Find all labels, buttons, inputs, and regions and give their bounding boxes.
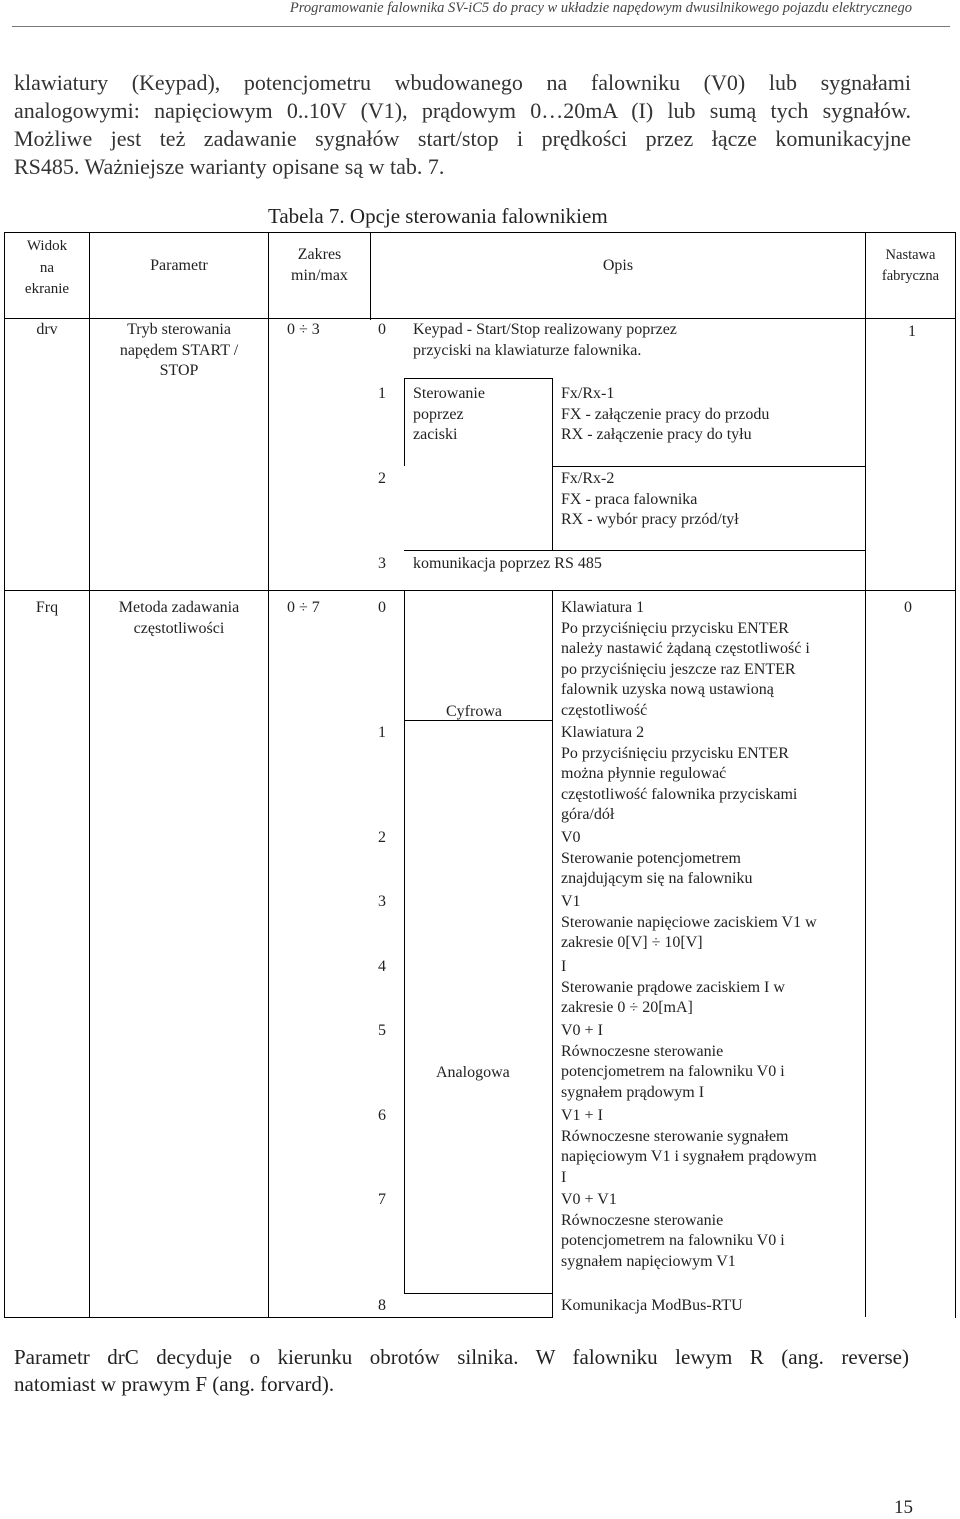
drv-default: 1 [908, 323, 916, 340]
drv-option-desc: Keypad - Start/Stop realizowany poprzez przyciski na klawiaturze falownika. [413, 321, 677, 359]
col-border-parametr [268, 232, 269, 1318]
frq-option-value: 2 [378, 829, 386, 846]
drv-option-value: 2 [378, 470, 386, 487]
drv-option-value: 3 [378, 555, 386, 572]
frq-option-value: 1 [378, 724, 386, 741]
frq-sub-border [404, 591, 405, 1293]
col-border-left [4, 232, 5, 1318]
drv-option-value: 1 [378, 385, 386, 402]
frq-range: 0 ÷ 7 [287, 599, 320, 616]
col-border-opis-lower [865, 590, 866, 1317]
intro-line: RS485. Ważniejsze warianty opisane są w tab. 7. [14, 154, 445, 179]
frq-option-desc: Klawiatura 1 Po przyciśnięciu przycisku ENTER należy nastawić żądaną częstotliwość i po przyciśnięciu jeszcze raz ENTER falownik uzyska nową ustawioną częstotliwość [561, 599, 810, 719]
drv-option-desc: Fx/Rx-2 FX - praca falownika RX - wybór pracy przód/tył [561, 470, 739, 528]
header-bottom-border [4, 318, 956, 319]
table-top-border [4, 232, 956, 233]
drv-bottom-border [4, 590, 956, 591]
frq-option-desc: V1 Sterowanie napięciowe zaciskiem V1 w zakresie 0[V] ÷ 10[V] [561, 893, 817, 951]
frq-option-desc: Komunikacja ModBus-RTU [561, 1297, 743, 1314]
frq-option-desc: V1 + I Równoczesne sterowanie sygnałem napięciowym V1 i sygnałem prądowym I [561, 1107, 817, 1186]
frq-option-desc: V0 + I Równoczesne sterowanie potencjometrem na falowniku V0 i sygnałem prądowym I [561, 1022, 785, 1101]
frq-name: Metoda zadawania częstotliwości [118, 599, 240, 637]
footer-line: natomiast w prawym F (ang. forvard). [14, 1372, 335, 1396]
intro-line: Możliwe jest też zadawanie sygnałów start/stop i prędkości przez łącze komunikacyjne [14, 126, 911, 151]
intro-line: analogowymi: napięciowym 0..10V (V1), prądowym 0…20mA (I) lub sumą tych sygnałów. [14, 98, 911, 123]
drv-sub-border [552, 466, 865, 467]
frq-group-analog: Analogowa [436, 1064, 510, 1081]
col-header-parametr: Parametr [150, 257, 208, 274]
drv-option-desc: komunikacja poprzez RS 485 [413, 555, 602, 572]
intro-line: klawiatury (Keypad), potencjometru wbudowanego na falowniku (V0) lub sygnałami [14, 70, 911, 95]
drv-sub-border [552, 378, 553, 551]
frq-option-value: 4 [378, 958, 386, 975]
frq-option-desc: Klawiatura 2 Po przyciśnięciu przycisku ENTER można płynnie regulować częstotliwość falownika przyciskami góra/dół [561, 724, 798, 823]
drv-range: 0 ÷ 3 [287, 321, 320, 338]
header-rule [12, 26, 950, 27]
col-border-widok [89, 232, 90, 1318]
drv-option-group: Sterowanie poprzez zaciski [413, 385, 485, 443]
col-border-right [955, 232, 956, 1318]
drv-option-desc: Fx/Rx-1 FX - załączenie pracy do przodu RX - załączenie pracy do tyłu [561, 385, 770, 443]
col-header-zakres: Zakres min/max [291, 246, 348, 284]
drv-sub-border [404, 550, 865, 551]
frq-option-value: 5 [378, 1022, 386, 1039]
running-header: Programowanie falownika SV-iC5 do pracy w układzie napędowym dwusilnikowego pojazdu elektrycznego [289, 0, 912, 16]
footer-line: Parametr drC decyduje o kierunku obrotów silnika. W falowniku lewym R (ang. reverse) [14, 1345, 909, 1369]
frq-option-value: 8 [378, 1297, 386, 1314]
frq-default: 0 [904, 599, 912, 616]
frq-option-desc: V0 + V1 Równoczesne sterowanie potencjometrem na falowniku V0 i sygnałem napięciowym V1 [561, 1191, 785, 1270]
drv-sub-border [404, 378, 553, 379]
drv-code: drv [36, 321, 58, 338]
drv-option-value: 0 [378, 321, 386, 338]
frq-option-value: 7 [378, 1191, 386, 1208]
table-caption: Tabela 7. Opcje sterowania falownikiem [268, 204, 608, 228]
drv-sub-border [404, 378, 405, 466]
frq-sub-border [404, 1293, 552, 1294]
col-header-opis: Opis [602, 257, 634, 274]
col-header-nastawa: Nastawa fabryczna [881, 247, 940, 284]
drv-name: Tryb sterowania napędem START / STOP [119, 321, 239, 379]
page-number: 15 [894, 1497, 913, 1518]
frq-option-desc: V0 Sterowanie potencjometrem znajdującym się na falowniku [561, 829, 753, 887]
frq-option-desc: I Sterowanie prądowe zaciskiem I w zakresie 0 ÷ 20[mA] [561, 958, 785, 1016]
frq-code: Frq [35, 599, 59, 616]
frq-sub-border [552, 591, 553, 1318]
frq-option-value: 0 [378, 599, 386, 616]
frq-option-value: 3 [378, 893, 386, 910]
frq-option-value: 6 [378, 1107, 386, 1124]
intro-paragraph [14, 69, 911, 181]
col-header-widok: Widok na ekranie [24, 238, 70, 297]
frq-group-digital: Cyfrowa [446, 703, 502, 720]
table-bottom-border [4, 1317, 552, 1318]
